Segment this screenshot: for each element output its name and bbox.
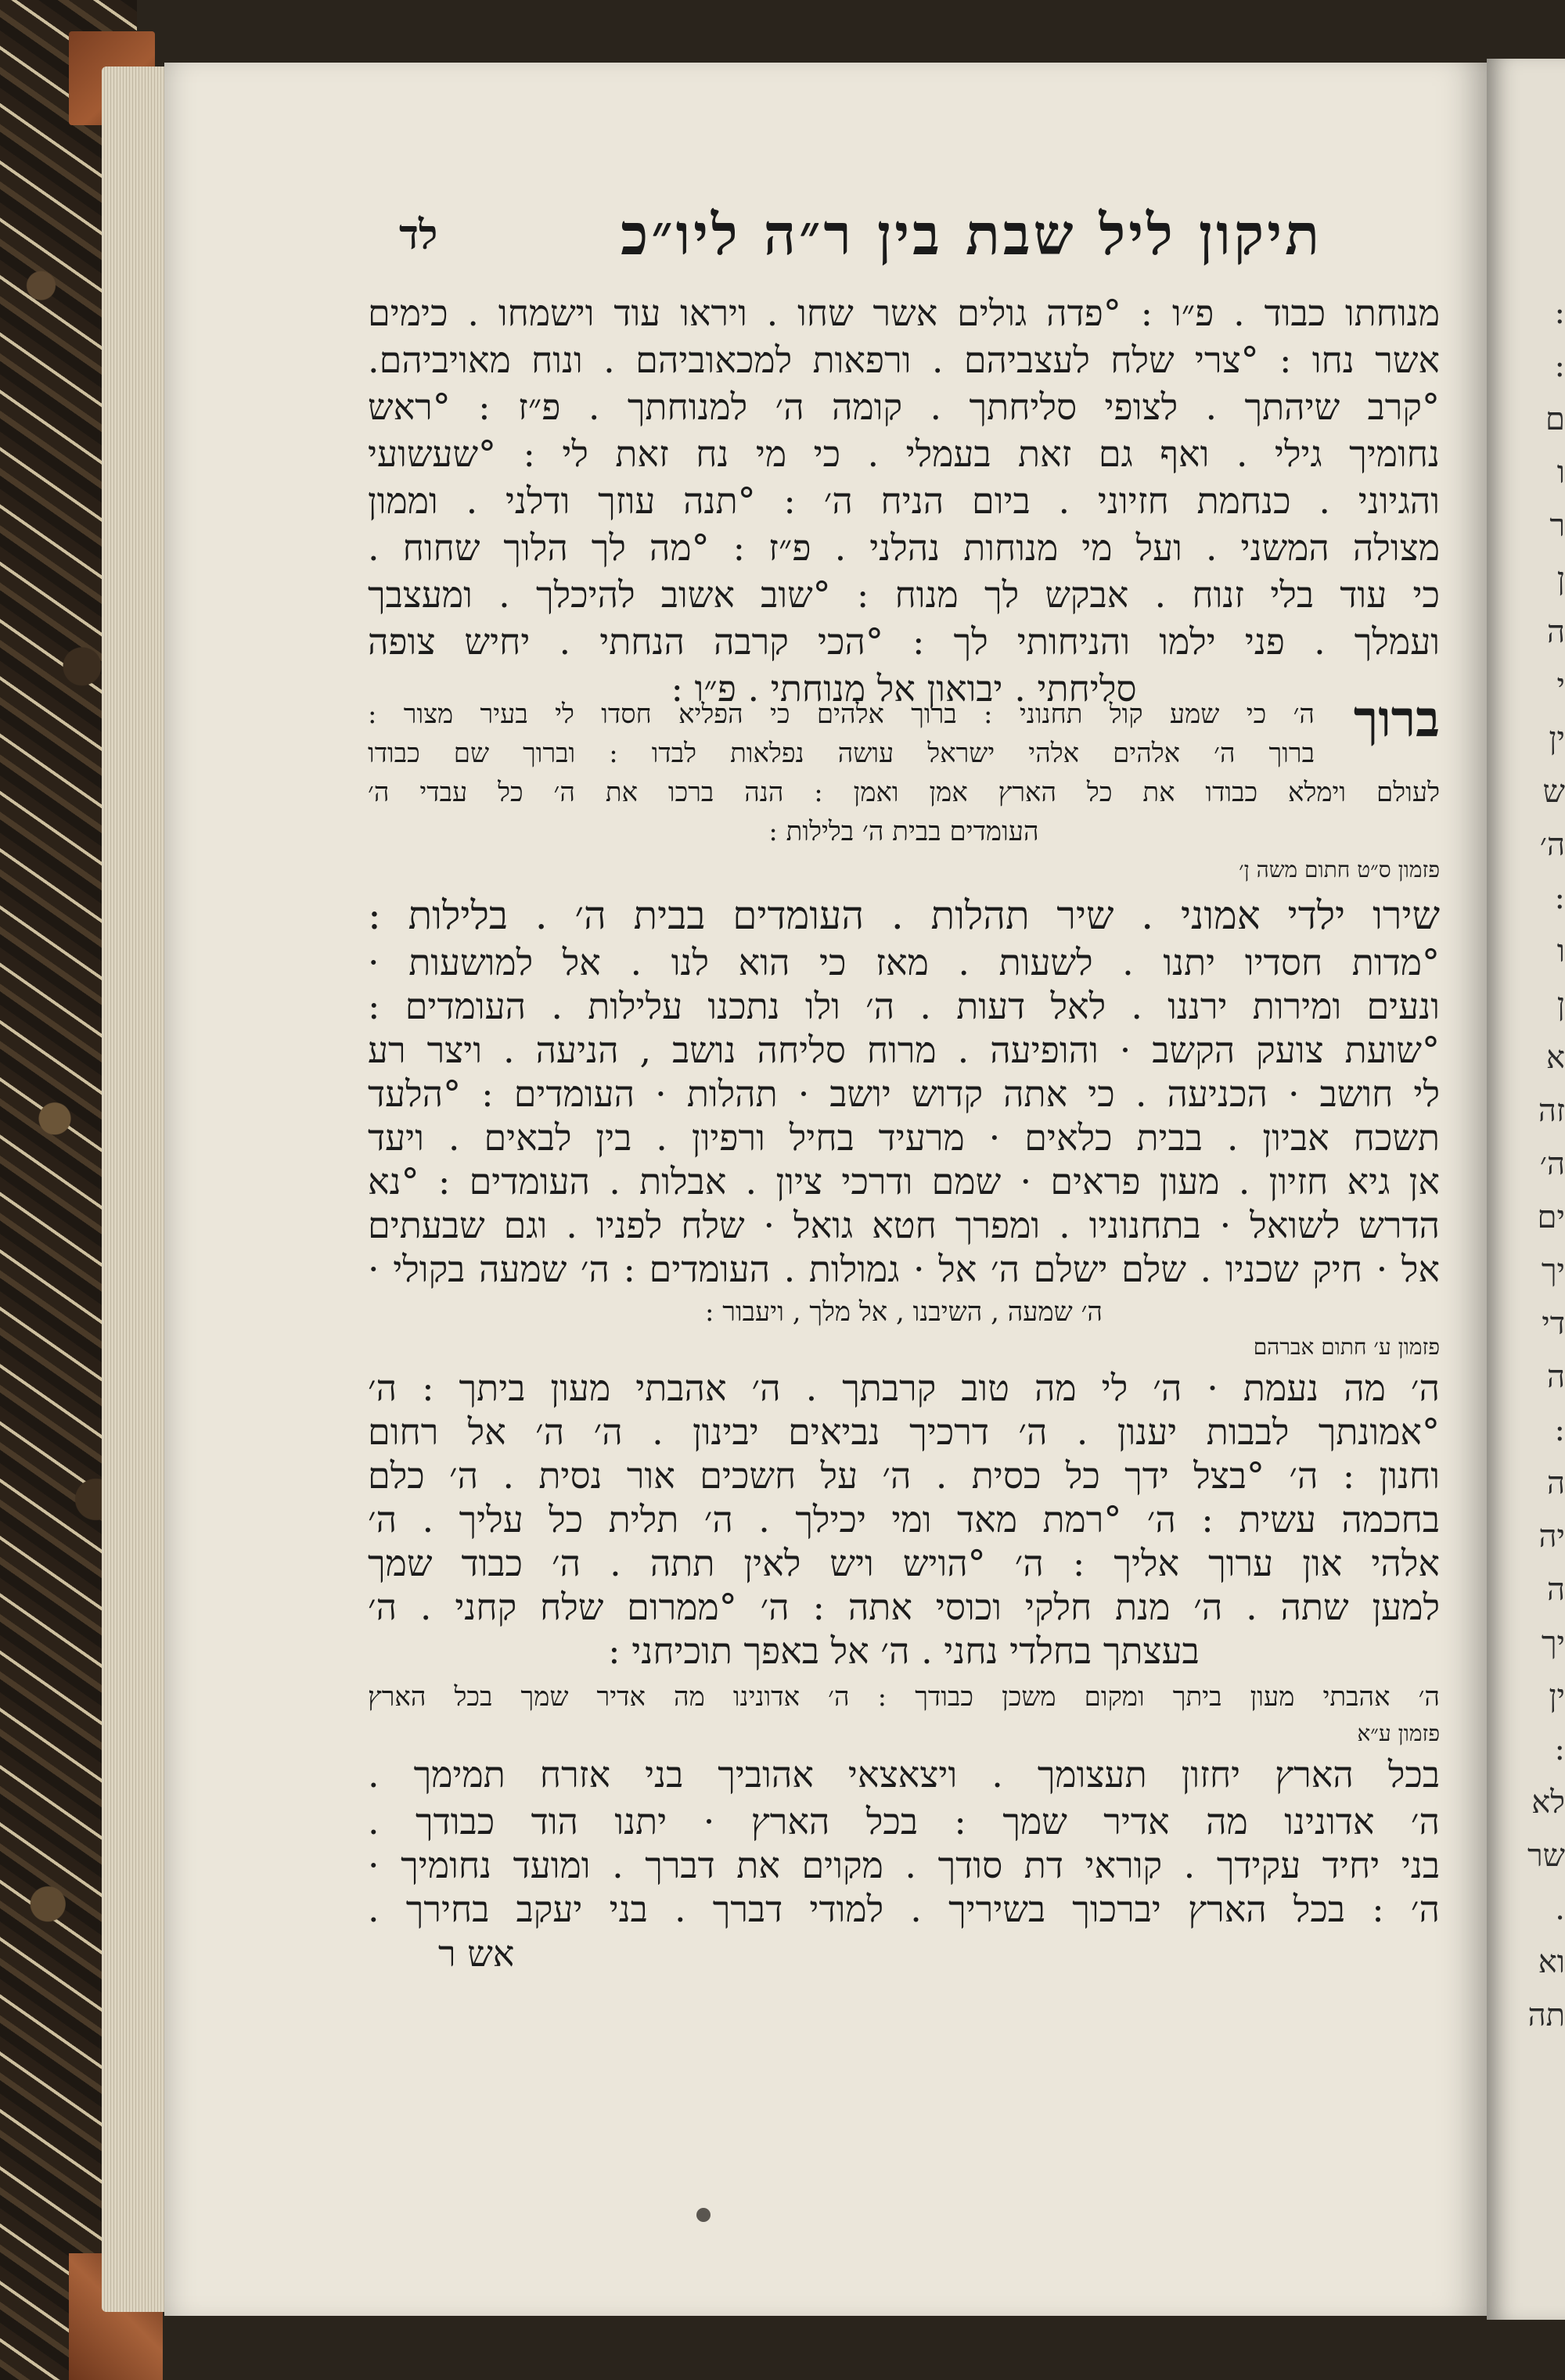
facing-page-fragment: זה <box>1538 1093 1565 1129</box>
page-mark-dot <box>696 2208 711 2222</box>
facing-page-fragment: וא <box>1538 1944 1565 1980</box>
text-line: בני יחיד עקידך . קוראי דת סודך . מקוים את דברך . ומועד נחומיך · <box>368 1844 1440 1886</box>
text-line: אל · חיק שכניו . שלם ישלם ה׳ אל · גמולות . העומדים : ה׳ שמעה בקולי · <box>368 1248 1440 1290</box>
text-line: אן גיא חזיון . מעון פראים · שמם ודרכי ציון . אבלות . העומדים : °נא <box>368 1160 1440 1203</box>
text-line: ה׳ אדונינו מה אדיר שמך : בכל הארץ · יתנו הוד כבודך . <box>368 1800 1440 1843</box>
pizmon-heading: פזמון ע׳ חתום אברהם <box>1253 1334 1440 1360</box>
text-line: אשר נחו : °צרי שלח לעצביהם . ורפאות למכאוביהם . ונוח מאויביהם. <box>368 339 1440 381</box>
facing-page-fragment: : <box>1554 1412 1565 1448</box>
text-line: ה׳ : בכל הארץ יברכוך בשיריך . למודי דברך . בני יעקב בחירך . <box>368 1888 1440 1930</box>
facing-page-fragment: ה <box>1546 1572 1565 1608</box>
text-line: והגיוני . כנחמת חזיוני . ביום הניח ה׳ : °תנה עוזך ודלני . וממון <box>368 480 1440 522</box>
facing-page-fragment: שר <box>1527 1838 1565 1874</box>
text-line: וחנון : ה׳ °בצל ידך כל כסית . ה׳ על חשכים אור נסית . ה׳ כלם <box>368 1454 1440 1497</box>
text-line: מצולה המשני . ועל מי מנוחות נהלני . פ״ז : °מה לך הלוך שחוח . <box>368 527 1440 569</box>
text-line: בכל הארץ יחזון תעצומך . ויצאצאי אהוביך בני אזרח תמימך . <box>368 1753 1440 1796</box>
facing-page-fragment: ין <box>1549 1678 1565 1714</box>
text-line: °קרב שיהתך . לצופי סליחתך . קומה ה׳ למנוחתך . פ״ז : °ראש <box>368 386 1440 428</box>
page-edges <box>102 67 172 2312</box>
text-line: °שועת צועק הקשב · והופיעה . מרוח סליחה נושב , הניעה . ויצר רע <box>368 1029 1440 1071</box>
small-text-line: ברוך ה׳ אלהים אלהי ישראל עושה נפלאות לבדו : וברוך שם כבודו <box>368 738 1315 769</box>
small-text-line: העומדים בבית ה׳ בלילות : <box>768 816 1039 847</box>
facing-page-fragment: י <box>1556 667 1565 703</box>
facing-page-fragment: תה <box>1527 1997 1565 2033</box>
text-line: למען שתה . ה׳ מנת חלקי וכוסי אתה : ה׳ °ממרום שלח קחני . ה׳ <box>368 1586 1440 1628</box>
facing-page-fragment: ה׳ <box>1539 827 1565 863</box>
facing-page-fragment: יה <box>1538 1519 1565 1555</box>
facing-page-fragment: א <box>1545 1040 1565 1076</box>
facing-page-fragment: ה׳ <box>1539 1146 1565 1182</box>
page-number: לד <box>399 210 438 259</box>
text-line: הדרש לשואל · בתחנוניו . ומפרך חטא גואל · שלח לפניו . וגם שבעתים <box>368 1204 1440 1246</box>
facing-page-fragment: ם <box>1545 401 1565 437</box>
facing-page-fragment: לא <box>1531 1785 1565 1821</box>
facing-page-fragment: ה <box>1546 1359 1565 1395</box>
text-line: לי חושב · הכניעה . כי אתה קדוש יושב · תהלות · העומדים : °הלעד <box>368 1073 1440 1115</box>
facing-page <box>1487 59 1565 2320</box>
text-line: ה׳ מה נעמת · ה׳ לי מה טוב קרבתך . ה׳ אהבתי מעון ביתך : ה׳ <box>368 1367 1440 1409</box>
facing-page-fragment: ן <box>1556 987 1565 1023</box>
facing-page-fragment: : <box>1554 880 1565 916</box>
facing-page-fragment: : <box>1554 295 1565 331</box>
text-line: תשכח אביון . בבית כלאים · מרעיד בחיל ורפיון . בין לבאים . ויעד <box>368 1116 1440 1159</box>
pizmon-heading: פזמון ע״א <box>1357 1720 1440 1746</box>
text-line: סליחתי . יבואון אל מנוחתי . פ״ו : <box>671 667 1137 710</box>
facing-page-fragment: ים <box>1537 1199 1565 1235</box>
small-text-line: ה׳ שמעה , השיבנו , אל מלך , ויעבור : <box>705 1296 1103 1328</box>
text-line: שירו ילדי אמוני . שיר תהלות . העומדים בבית ה׳ . בלילות : <box>368 893 1440 938</box>
text-line: בחכמה עשית : ה׳ °רמת מאד ומי יכילך . ה׳ תלית כל עליך . ה׳ <box>368 1498 1440 1541</box>
facing-page-fragment: ן <box>1556 561 1565 597</box>
small-text-line: ה׳ אהבתי מעון ביתך ומקום משכן כבודך : ה׳ אדונינו מה אדיר שמך בכל הארץ <box>368 1681 1440 1713</box>
facing-page-fragment: ה <box>1546 614 1565 650</box>
text-line: אלהי און ערוך אליך : ה׳ °הויש ויש לאין תתה . ה׳ כבוד שמך <box>368 1542 1440 1584</box>
text-line: כי עוד בלי זנוח . אבקש לך מנוח : °שוב אשוב להיכלך . ומעצבך <box>368 573 1440 616</box>
facing-page-fragment: יך <box>1541 1253 1565 1289</box>
text-line: מנוחתו כבוד . פ״ו : °פדה גולים אשר שחו . ויראו עוד וישמחו . כימים <box>368 292 1440 334</box>
small-text-line: לעולם וימלא כבודו את כל הארץ אמן ואמן : הנה ברכו את ה׳ כל עבדי ה׳ <box>368 777 1440 808</box>
running-header <box>399 200 1322 270</box>
text-line: °מדות חסדיו יתנו . לשעות . מאז כי הוא לנו . אל למושעות · <box>368 941 1440 983</box>
baruch-initial-word: ברוך <box>1353 690 1440 749</box>
facing-page-fragment: : <box>1554 1731 1565 1767</box>
text-line: °אמונתך לבבות יענון . ה׳ דרכיך נביאים יבינון . ה׳ ה׳ אל רחום <box>368 1411 1440 1453</box>
text-line: ועמלך . פני ילמו והניחותי לך : °הכי קרבה הנחתי . יחיש צופה <box>368 620 1440 663</box>
facing-page-fragment: ו <box>1556 455 1565 491</box>
text-line: בעצתך בחלדי נחני . ה׳ אל באפך תוכיחני : <box>608 1630 1200 1672</box>
facing-page-fragment: ר <box>1549 508 1565 544</box>
text-line: ונעים ומירות ירננו . לאל דעות . ה׳ ולו נתכנו עלילות . העומדים : <box>368 985 1440 1027</box>
facing-page-fragment: יך <box>1541 1625 1565 1661</box>
pizmon-heading: פזמון ס״ט חתום משה ן׳ <box>1239 857 1440 883</box>
facing-page-fragment: ין <box>1549 721 1565 757</box>
facing-page-fragment: . <box>1555 1891 1565 1927</box>
facing-page-fragment: : <box>1554 348 1565 384</box>
facing-page-fragment: ו <box>1556 933 1565 969</box>
catchword: אש ר <box>438 1932 515 1975</box>
facing-page-fragment: די <box>1542 1306 1565 1342</box>
header-title: תיקון ליל שבת בין ר״ה ליו״כ <box>621 201 1322 268</box>
facing-page-fragment: ה <box>1546 1465 1565 1501</box>
small-text-line: ה׳ כי שמע קול תחנוני : ברוך אלהים כי הפליא חסדו לי בעיר מצור : <box>368 699 1315 730</box>
text-line: נחומיך גילי . ואף גם זאת בעמלי . כי מי נח זאת לי : °שעשועי <box>368 433 1440 475</box>
facing-page-fragment: ש <box>1542 774 1565 810</box>
